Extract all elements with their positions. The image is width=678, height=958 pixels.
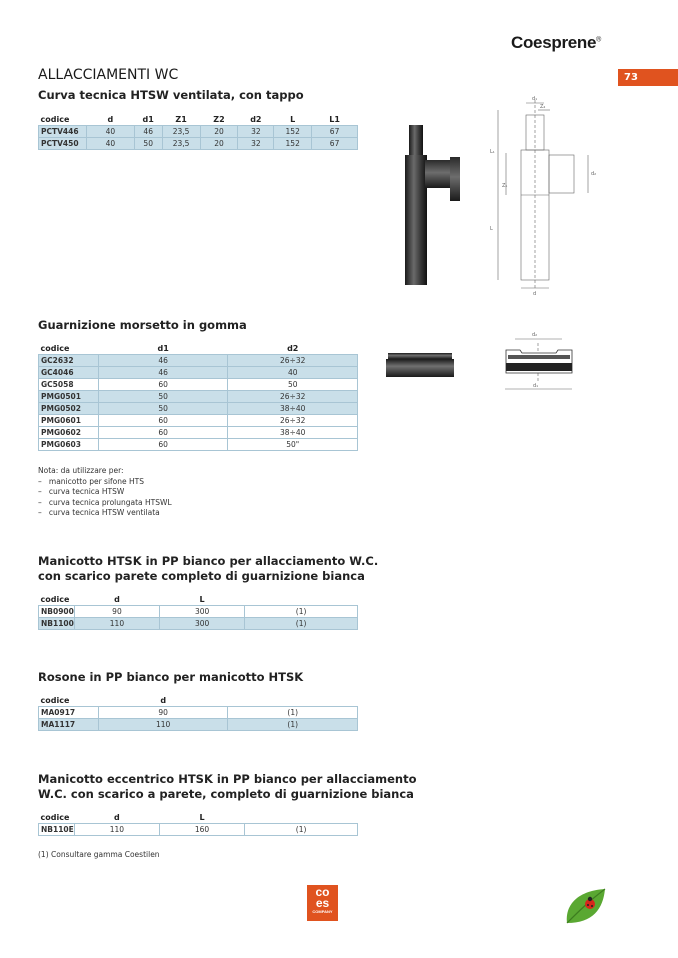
- dim-z2-label: Z₂: [540, 104, 546, 110]
- column-header: [245, 594, 358, 606]
- table-cell: 32: [238, 138, 274, 150]
- dim-d2-label: d₂: [591, 171, 597, 177]
- table-cell: 46: [134, 126, 162, 138]
- guarnizione-photo: [384, 350, 456, 380]
- column-header: codice: [40, 696, 70, 705]
- table-cell: 67: [312, 126, 358, 138]
- section-title-manicotto-htsk: Manicotto HTSK in PP bianco per allacciamento W.C. con scarico parete completo di guarnizione bianca: [38, 554, 379, 583]
- table-cell: 32: [238, 126, 274, 138]
- product-code-cell: NB0900: [39, 606, 75, 618]
- column-header: d2: [250, 115, 262, 124]
- column-header: L: [199, 813, 205, 822]
- table-row: [39, 126, 358, 138]
- table-cell: 110: [74, 824, 159, 836]
- table-cell: 110: [74, 618, 159, 630]
- table-cell: 26÷32: [228, 415, 358, 427]
- table-cell: 46: [98, 355, 228, 367]
- product-code-cell: PCTV446: [39, 126, 87, 138]
- table-cell: 90: [98, 707, 228, 719]
- table-row: [39, 719, 358, 731]
- ladybug-leaf-icon: [563, 885, 609, 927]
- column-header: codice: [40, 813, 70, 822]
- column-header: Z1: [175, 115, 187, 124]
- section-title-curva-tecnica: Curva tecnica HTSW ventilata, con tappo: [38, 88, 304, 102]
- dim-guarn-d1-label: d₁: [533, 383, 539, 389]
- dim-z1-label: Z₁: [502, 183, 508, 189]
- table-cell: 38÷40: [228, 403, 358, 415]
- dim-guarn-d2-label: d₂: [532, 332, 538, 338]
- table-cell: (1): [245, 618, 358, 630]
- table-cell: 23,5: [162, 126, 200, 138]
- table-row: [39, 415, 358, 427]
- table-cell: 67: [312, 138, 358, 150]
- product-code-cell: GC5058: [39, 379, 99, 391]
- table-guarnizione: [38, 343, 358, 451]
- page-number: 73: [618, 69, 678, 86]
- product-code-cell: PMG0603: [39, 439, 99, 451]
- table-row: [39, 824, 358, 836]
- table-manicotto-htsk: [38, 594, 358, 630]
- table-row: [39, 618, 358, 630]
- table-rosone: [38, 695, 358, 731]
- dim-d-label: d: [533, 291, 537, 297]
- table-manicotto-eccentrico: [38, 812, 358, 836]
- table-cell: 40: [86, 126, 134, 138]
- table-cell: 26÷32: [228, 391, 358, 403]
- table-cell: 90: [74, 606, 159, 618]
- table-cell: 300: [160, 606, 245, 618]
- curva-tecnica-drawing: [488, 95, 608, 300]
- section-title-manicotto-eccentrico: Manicotto eccentrico HTSK in PP bianco per allacciamento W.C. con scarico a parete, completo di guarnizione bianca: [38, 772, 417, 801]
- table-cell: (1): [245, 606, 358, 618]
- table-row: [39, 707, 358, 719]
- table-header-row: [39, 594, 358, 606]
- product-code-cell: MA0917: [39, 707, 99, 719]
- product-code-cell: PMG0501: [39, 391, 99, 403]
- table-row: [39, 379, 358, 391]
- table-cell: 50": [228, 439, 358, 451]
- table-cell: 23,5: [162, 138, 200, 150]
- table-curva-tecnica: [38, 114, 358, 150]
- table-cell: 20: [200, 138, 238, 150]
- table-cell: 40: [228, 367, 358, 379]
- table-cell: 50: [228, 379, 358, 391]
- column-header: [245, 812, 358, 824]
- table-cell: 26÷32: [228, 355, 358, 367]
- column-header: Z2: [213, 115, 225, 124]
- table-cell: 60: [98, 439, 228, 451]
- table-cell: 50: [134, 138, 162, 150]
- table-cell: 152: [274, 126, 312, 138]
- footnote: (1) Consultare gamma Coestilen: [38, 850, 160, 859]
- product-code-cell: PMG0502: [39, 403, 99, 415]
- table-row: [39, 606, 358, 618]
- product-code-cell: PMG0602: [39, 427, 99, 439]
- product-code-cell: NB1100: [39, 618, 75, 630]
- product-code-cell: PMG0601: [39, 415, 99, 427]
- table-row: [39, 427, 358, 439]
- page-title: ALLACCIAMENTI WC: [38, 67, 179, 83]
- table-cell: (1): [228, 719, 358, 731]
- product-code-cell: PCTV450: [39, 138, 87, 150]
- table-header-row: [39, 343, 358, 355]
- table-cell: 60: [98, 379, 228, 391]
- curva-tecnica-photo: [395, 120, 470, 290]
- table-row: [39, 367, 358, 379]
- table-row: [39, 355, 358, 367]
- table-cell: (1): [245, 824, 358, 836]
- table-cell: 38÷40: [228, 427, 358, 439]
- table-row: [39, 439, 358, 451]
- column-header: L: [199, 595, 205, 604]
- table-cell: 50: [98, 403, 228, 415]
- column-header: d1: [157, 344, 169, 353]
- table-cell: 46: [98, 367, 228, 379]
- table-row: [39, 403, 358, 415]
- product-code-cell: NB110E: [39, 824, 75, 836]
- table-cell: 60: [98, 415, 228, 427]
- note-guarnizione: Nota: da utilizzare per: – manicotto per sifone HTS – curva tecnica HTSW – curva tecnica prolungata HTSWL – curva tecnica HTSW ventilata: [38, 466, 172, 517]
- table-header-row: [39, 812, 358, 824]
- column-header: codice: [40, 595, 70, 604]
- table-row: [39, 391, 358, 403]
- column-header: d1: [142, 115, 154, 124]
- column-header: codice: [40, 115, 70, 124]
- product-code-cell: MA1117: [39, 719, 99, 731]
- guarnizione-drawing: [500, 325, 580, 397]
- table-cell: 300: [160, 618, 245, 630]
- coes-company-logo: co es COMPANY: [307, 885, 338, 921]
- table-cell: 110: [98, 719, 228, 731]
- table-header-row: [39, 695, 358, 707]
- table-row: [39, 138, 358, 150]
- dim-l-label: L: [490, 226, 493, 232]
- column-header: codice: [40, 344, 70, 353]
- table-cell: 20: [200, 126, 238, 138]
- column-header: L1: [329, 115, 340, 124]
- column-header: L: [290, 115, 296, 124]
- table-cell: 160: [159, 824, 244, 836]
- brand-logo: Coesprene®: [511, 33, 602, 52]
- table-header-row: [39, 114, 358, 126]
- column-header: [228, 695, 358, 707]
- section-title-guarnizione: Guarnizione morsetto in gomma: [38, 318, 247, 332]
- table-cell: 50: [98, 391, 228, 403]
- column-header: d: [107, 115, 114, 124]
- section-title-rosone: Rosone in PP bianco per manicotto HTSK: [38, 670, 304, 684]
- column-header: d: [160, 696, 167, 705]
- column-header: d: [114, 813, 120, 822]
- product-code-cell: GC4046: [39, 367, 99, 379]
- table-cell: (1): [228, 707, 358, 719]
- dim-l1-label: L₁: [490, 149, 495, 155]
- table-cell: 152: [274, 138, 312, 150]
- table-cell: 40: [86, 138, 134, 150]
- dim-d1-label: d₁: [532, 96, 538, 102]
- product-code-cell: GC2632: [39, 355, 99, 367]
- column-header: d: [114, 595, 120, 604]
- column-header: d2: [287, 344, 299, 353]
- table-cell: 60: [98, 427, 228, 439]
